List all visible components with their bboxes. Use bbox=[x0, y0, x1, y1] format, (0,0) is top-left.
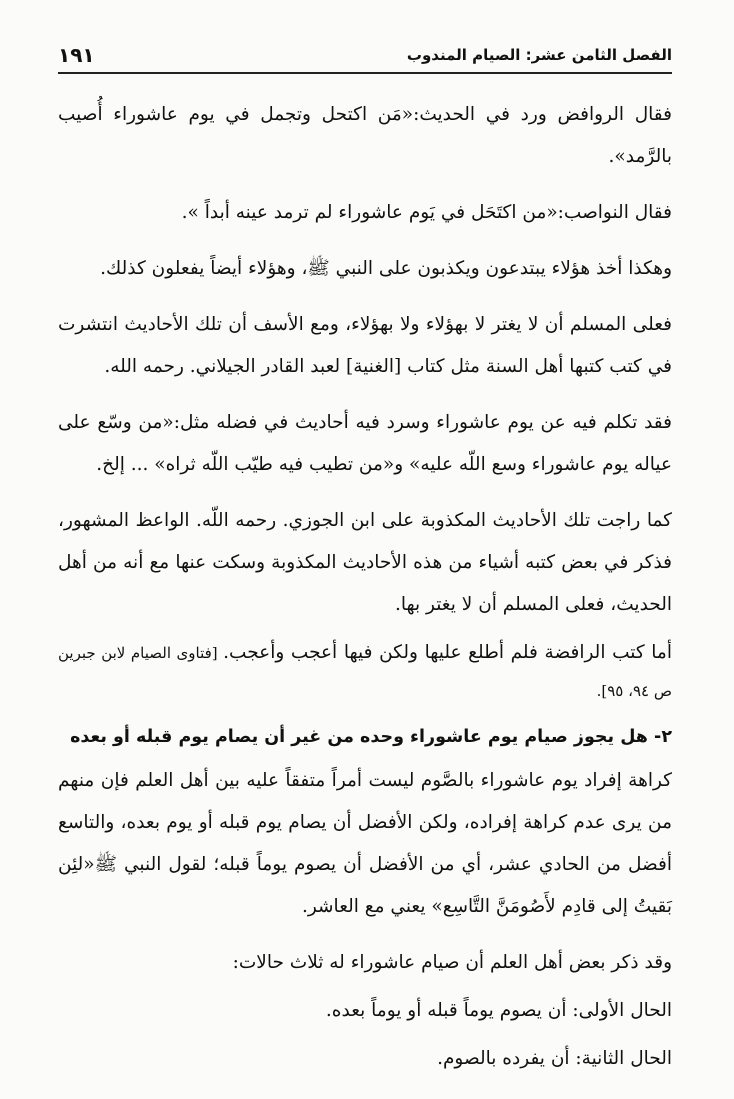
paragraph: فقال الروافض ورد في الحديث:«مَن اكتحل وتجمل في يوم عاشوراء أُصيب بالرَّمد». bbox=[58, 104, 672, 167]
paragraph-text: أما كتب الرافضة فلم أطلع عليها ولكن فيها أعجب وأعجب. bbox=[223, 642, 672, 663]
paragraph: وقد ذكر بعض أهل العلم أن صيام عاشوراء له ثلاث حالات: bbox=[232, 952, 672, 973]
running-title: الفصل الثامن عشر: الصيام المندوب bbox=[406, 46, 672, 64]
section-heading: ٢- هل يجوز صيام يوم عاشوراء وحده من غير أن يصام يوم قبله أو بعده bbox=[70, 727, 672, 747]
citation: [فتاوى الصيام لابن جبرين ص ٩٤، ٩٥]. bbox=[58, 644, 672, 700]
paragraph-with-citation bbox=[58, 632, 672, 708]
paragraph: كراهة إفراد يوم عاشوراء بالصَّوم ليست أمراً متفقاً عليه بين أهل العلم فإن منهم من يرى عدم كراهة إفراده، ولكن الأفضل أن يصام يوم قبله أو يوم بعده، والتاسع أفضل من الحادي عشر، أي من الأفضل أن يصوم يوماً قبله؛ لقول النبي ﷺ«لئِن بَقيتُ إلى قادِم لأَصُومَنَّ التَّاسِع» يعني مع العاشر. bbox=[58, 770, 672, 917]
paragraph: وهكذا أخذ هؤلاء يبتدعون ويكذبون على النبي ﷺ، وهؤلاء أيضاً يفعلون كذلك. bbox=[100, 258, 672, 279]
paragraph: فقد تكلم فيه عن يوم عاشوراء وسرد فيه أحاديث في فضله مثل:«من وسّع على عياله يوم عاشوراء وسع اللّه عليه» و«من تطيب فيه طيّب اللّه ثراه» ... إلخ. bbox=[58, 412, 672, 475]
paragraph: فقال النواصب:«من اكتَحَل في يَوم عاشوراء لم ترمد عينه أبداً ». bbox=[181, 202, 672, 223]
paragraph: كما راجت تلك الأحاديث المكذوبة على ابن الجوزي. رحمه اللّه. الواعظ المشهور، فذكر في بعض كتبه أشياء من هذه الأحاديث المكذوبة وسكت عنها مع أنه من أهل الحديث، فعلى المسلم أن لا يغتر بها. bbox=[58, 510, 672, 615]
paragraph: الحال الثانية: أن يفرده بالصوم. bbox=[437, 1048, 672, 1069]
paragraph: فعلى المسلم أن لا يغتر لا بهؤلاء ولا بهؤلاء، ومع الأسف أن تلك الأحاديث انتشرت في كتب كتبها أهل السنة مثل كتاب [الغنية] لعبد القادر الجيلاني. رحمه الله. bbox=[58, 314, 672, 377]
page-number: ١٩١ bbox=[58, 43, 95, 67]
page-header bbox=[58, 38, 672, 74]
page-body bbox=[58, 94, 672, 1080]
paragraph: الحال الأولى: أن يصوم يوماً قبله أو يوماً بعده. bbox=[325, 1000, 672, 1021]
